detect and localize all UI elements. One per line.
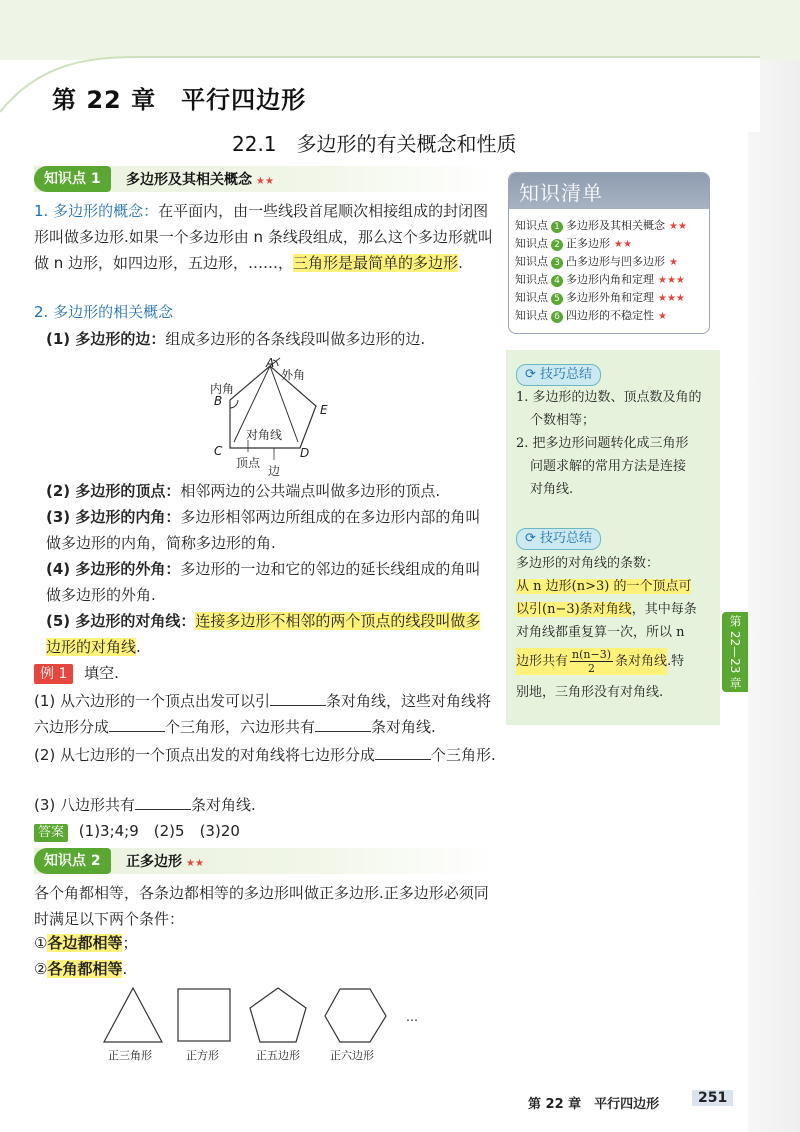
knowledge-list-box: [508, 172, 710, 334]
vertex-d-label: D: [300, 446, 310, 460]
answer-blank[interactable]: [270, 691, 326, 706]
concept-highlight: 三角形是最简单的多边形: [293, 254, 459, 272]
section-title: 22.1 多边形的有关概念和性质: [232, 132, 517, 156]
condition-1: ①各边都相等；: [34, 934, 138, 952]
exterior-angle-definition: (4) 多边形的外角：多边形的一边和它的邻边的延长线组成的角叫做多边形的外角.: [46, 560, 481, 604]
tips-panel: [506, 350, 720, 725]
knowledge-point-1-tag: 知识点 1: [34, 166, 111, 192]
star-icon: ★★: [669, 221, 687, 232]
regular-polygon-definition: 各个角都相等，各条边都相等的多边形叫做正多边形.正多边形必须同时满足以下两个条件：: [34, 884, 489, 928]
knowledge-list-item[interactable]: 知识点 6 四边形的不稳定性 ★: [515, 309, 667, 322]
answer-tag: 答案: [34, 824, 68, 842]
answer-blank[interactable]: [375, 745, 431, 760]
equilateral-triangle-shape: [104, 988, 162, 1042]
header-band: [0, 0, 800, 60]
example-1-header: 例 1 填空.: [34, 660, 119, 686]
knowledge-point-1-header: [34, 166, 494, 192]
vertex-e-label: E: [320, 403, 328, 417]
star-icon: ★★: [186, 858, 204, 869]
polygon-concept-paragraph: 1. 多边形的概念：在平面内，由一些线段首尾顺次相接组成的封闭图形叫做多边形.如果一个多边形由 n 条线段组成，那么这个多边形就叫做 n 边形，如四边形，五边形，……，三角形是最简单的多边形.: [34, 202, 493, 272]
knowledge-list-header: [509, 173, 709, 209]
shape-label: 正三角形: [108, 1049, 152, 1062]
diagonal-label: 对角线: [246, 428, 283, 442]
knowledge-list-item[interactable]: 知识点 4 多边形内角和定理 ★★★: [515, 273, 685, 286]
shape-label: 正六边形: [330, 1049, 374, 1062]
knowledge-point-1-title: 多边形及其相关概念 ★★: [126, 172, 274, 188]
star-icon: ★★: [614, 239, 632, 250]
inner-angle-label: 内角: [210, 382, 235, 396]
regular-hexagon-shape: [325, 989, 386, 1042]
star-icon: ★★★: [658, 275, 685, 286]
star-icon: ★: [658, 311, 667, 322]
diagonal-definition: (5) 多边形的对角线：连接多边形不相邻的两个顶点的线段叫做多边形的对角线.: [46, 612, 481, 656]
page-edge: [748, 0, 800, 1132]
vertex-b-label: B: [214, 394, 223, 408]
knowledge-list-item[interactable]: 知识点 2 正多边形 ★★: [515, 237, 632, 250]
vertex-c-label: C: [214, 444, 223, 458]
side-definition: (1) 多边形的边：组成多边形的各条线段叫做多边形的边.: [46, 330, 426, 348]
outer-angle-label: 外角: [281, 368, 306, 382]
knowledge-point-2-tag: 知识点 2: [34, 848, 111, 874]
chapter-title: 第 22 章 平行四边形: [52, 86, 307, 114]
knowledge-point-2-title: 正多边形 ★★: [126, 854, 204, 870]
refresh-icon: ⟳: [525, 367, 536, 382]
related-concepts-heading: 2. 多边形的相关概念: [34, 303, 174, 321]
page-number: 251: [692, 1090, 733, 1106]
example-1-tag: 例 1: [34, 664, 73, 684]
answer-blank[interactable]: [109, 717, 165, 732]
concept-text: 在平面内，由一些线段首尾顺次相接组成的封闭图形叫做多边形.如果一个多边形由 n 条线段组成，那么这个多边形就叫做 n 边形，如四边形，五边形，……，: [34, 202, 493, 272]
shape-label: 正五边形: [256, 1049, 300, 1062]
answer-blank[interactable]: [135, 795, 191, 810]
footer-chapter: 第 22 章 平行四边形: [528, 1097, 660, 1112]
tip-2-text: 多边形的对角线的条数： 从 n 边形(n>3) 的一个顶点可 以引(n−3)条对角线，其中每条 对角线都重复算一次，所以 n 边形共有 n(n−3) 2 条对角线 .特 别地，三角形没有对角线.: [516, 556, 697, 700]
shape-label: 正方形: [186, 1049, 219, 1062]
example-1-answer: 答案 (1)3;4;9 (2)5 (3)20: [34, 818, 240, 844]
knowledge-list-title: 知识清单: [519, 181, 603, 205]
condition-2: ②各角都相等.: [34, 960, 128, 978]
star-icon: ★★★: [658, 293, 685, 304]
chapter-side-tab[interactable]: 第 22—23 章: [722, 612, 748, 692]
knowledge-point-2-header: [34, 848, 494, 874]
vertex-a-label: A: [266, 356, 275, 370]
shapes-ellipsis: …: [406, 1010, 418, 1024]
interior-angle-definition: (3) 多边形的内角：多边形相邻两边所组成的在多边形内部的角叫做多边形的内角，简称多边形的角.: [46, 508, 481, 552]
knowledge-list-item[interactable]: 知识点 1 多边形及其相关概念 ★★: [515, 219, 687, 232]
square-shape: [178, 989, 230, 1041]
knowledge-list-item[interactable]: 知识点 3 凸多边形与凹多边形 ★: [515, 255, 678, 268]
vertex-label: 顶点: [236, 456, 261, 470]
side-label: 边: [268, 464, 281, 478]
example-1-question-3: (3) 八边形共有 条对角线.: [34, 796, 256, 814]
tip-1-text: 1. 多边形的边数、顶点数及角的 个数相等； 2. 把多边形问题转化成三角形 问题求解的常用方法是连接 对角线.: [516, 390, 702, 497]
tip-tag-1: ⟳ 技巧总结: [516, 364, 601, 386]
star-icon: ★: [669, 257, 678, 268]
regular-polygons-figure: [98, 984, 398, 1046]
concept-label: 1. 多边形的概念：: [34, 202, 159, 220]
regular-pentagon-shape: [250, 988, 306, 1042]
refresh-icon: ⟳: [525, 531, 536, 546]
knowledge-list-item[interactable]: 知识点 5 多边形外角和定理 ★★★: [515, 291, 685, 304]
vertex-definition: (2) 多边形的顶点：相邻两边的公共端点叫做多边形的顶点.: [46, 482, 441, 500]
tip-tag-2: ⟳ 技巧总结: [516, 528, 601, 550]
answer-blank[interactable]: [315, 717, 371, 732]
star-icon: ★★: [256, 176, 274, 187]
example-1-question-2: (2) 从七边形的一个顶点出发的对角线将七边形分成 个三角形.: [34, 746, 496, 764]
fraction: n(n−3) 2: [572, 648, 611, 675]
example-1-question-1: (1) 从六边形的一个顶点出发可以引 条对角线，这些对角线将六边形分成 个三角形，六边形共有 条对角线.: [34, 692, 492, 736]
